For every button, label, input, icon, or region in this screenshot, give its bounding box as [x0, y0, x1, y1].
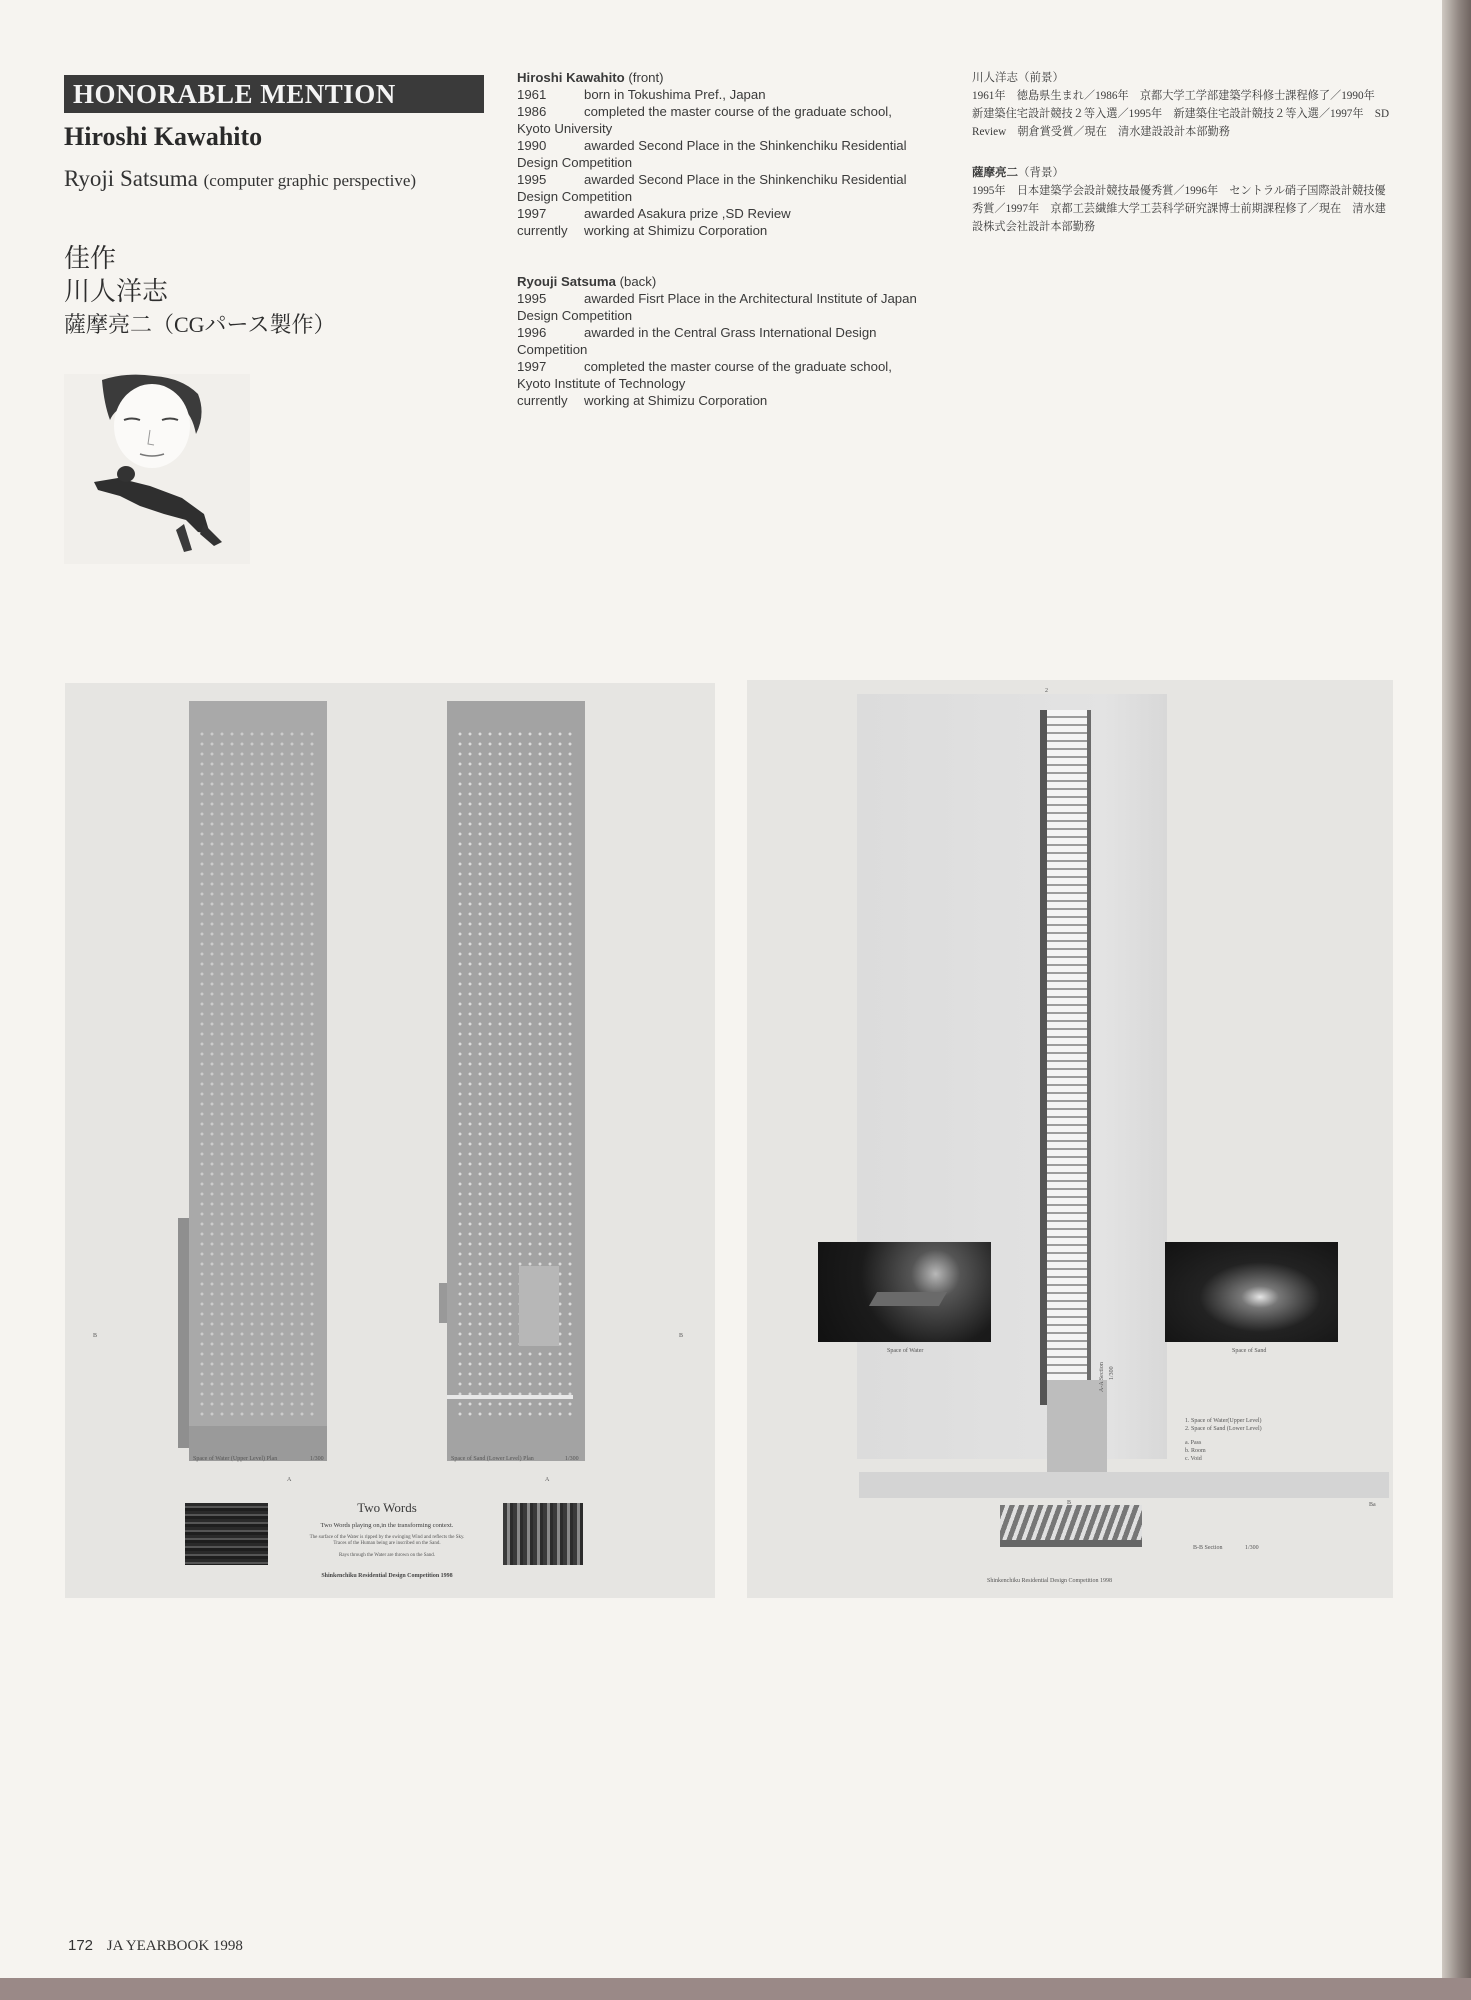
architect-name: Hiroshi Kawahito [64, 122, 263, 151]
sand-plan-line [447, 1395, 573, 1399]
jp-bio-kawahito-text: 1961年 徳島県生まれ／1986年 京都大学工学部建築学科修士課程修了／1990年 新建築住宅設計競技２等入選／1995年 新建築住宅設計競技２等入選／1997年 SD Review 朝倉賞受賞／現在 清水建設設計本部勤務 [972, 90, 1390, 138]
sand-space-render [1165, 1242, 1338, 1342]
a-a-section-wall [1040, 710, 1047, 1405]
competition-name: Shinkenchiku Residential Design Competition 1998 [987, 1578, 1112, 1584]
bio-year: 1990 [517, 138, 547, 153]
bio-year: 1961 [517, 87, 547, 102]
sections-panel [747, 680, 1393, 1598]
bio-text: awarded Second Place in the Shinkenchiku Residential Design Competition [517, 138, 907, 170]
project-text-line: Traces of the Human being are inscribed on the Sand. [333, 1541, 441, 1546]
jp-award: 佳作 [64, 244, 117, 273]
legend-item: b. Room [1185, 1448, 1206, 1454]
project-title: Two Words [357, 1500, 417, 1515]
sand-surface-photo [503, 1503, 583, 1565]
collaborator-role: (computer graphic perspective) [203, 171, 417, 190]
section-marker-ba: Ba [1369, 1502, 1376, 1508]
bio-kawahito-heading [517, 69, 922, 86]
project-description [272, 1500, 502, 1579]
b-b-section-scale: 1/300 [1245, 1545, 1259, 1551]
bio-entry [517, 392, 922, 409]
bio-year: 1996 [517, 325, 547, 340]
bio-entry [517, 222, 922, 239]
section-marker-b: B [679, 1333, 684, 1339]
jp-bio-satsuma-heading [972, 164, 1392, 182]
jp-name-satsuma: 薩摩亮二（CGパース製作） [64, 312, 336, 337]
sand-space-caption: Space of Sand [1232, 1348, 1267, 1354]
water-plan-grid [197, 729, 317, 1419]
portrait-photo [64, 374, 250, 564]
a-a-section-scale: 1/300 [1109, 1366, 1115, 1380]
bio-entry [517, 86, 922, 103]
a-a-section-wall [1087, 710, 1091, 1405]
water-space-render [818, 1242, 991, 1342]
bio-year: 1995 [517, 291, 547, 306]
section-marker-2: 2 [1045, 688, 1048, 694]
jp-bio-satsuma-text: 1995年 日本建築学会設計競技最優秀賞／1996年 セントラル硝子国際設計競技優秀賞／1997年 京都工芸繊維大学工芸科学研究課博士前期課程修了／現在 清水建設株式会社設計本部勤務 [972, 185, 1386, 233]
plans-panel [65, 683, 715, 1598]
a-a-section-base [1047, 1380, 1107, 1480]
sand-plan-edge [439, 1283, 447, 1323]
water-plan-scale: 1/300 [310, 1456, 324, 1462]
water-space-caption: Space of Water [887, 1348, 924, 1354]
water-plan-drawing [189, 701, 327, 1461]
page-curl-shadow [1442, 0, 1471, 1978]
bio-text: completed the master course of the graduate school, Kyoto University [517, 104, 892, 136]
sand-plan-void [519, 1266, 559, 1346]
project-text-line: Rays through the Water are thrown on the Sand. [338, 1553, 435, 1558]
bio-satsuma-heading [517, 273, 922, 290]
competition-name: Shinkenchiku Residential Design Competition 1998 [321, 1573, 453, 1579]
section-backdrop [857, 694, 1167, 1459]
award-banner: HONORABLE MENTION [64, 75, 484, 113]
bio-text: awarded in the Central Grass International Design Competition [517, 325, 877, 357]
water-plan-edge [178, 1218, 189, 1448]
bio-text: awarded Asakura prize ,SD Review [584, 206, 791, 221]
page-footer [68, 1937, 243, 1955]
b-b-section-ground [859, 1472, 1389, 1498]
bio-text: born in Tokushima Pref., Japan [584, 87, 766, 102]
section-marker-a: A [287, 1477, 292, 1483]
publication-name: JA YEARBOOK 1998 [106, 1938, 243, 1954]
sand-plan-drawing [447, 701, 585, 1461]
bio-kawahito-role: (front) [628, 70, 664, 85]
bio-year: 1997 [517, 359, 547, 374]
section-marker-b: B [1067, 1500, 1072, 1506]
bio-text: working at Shimizu Corporation [584, 393, 768, 408]
bio-year: currently [517, 393, 568, 408]
collaborator-name [64, 166, 416, 192]
jp-bio-kawahito-heading: 川人洋志（前景） [972, 72, 1064, 84]
legend-item: 1. Space of Water(Upper Level) [1185, 1418, 1262, 1424]
legend-item: a. Pass [1185, 1440, 1202, 1446]
project-subtitle: Two Words playing on,in the transforming context. [320, 1522, 454, 1529]
legend-item: 2. Space of Sand (Lower Level) [1185, 1426, 1262, 1432]
sand-plan-scale: 1/300 [565, 1456, 579, 1462]
jp-bio-satsuma-role: （背景） [1018, 167, 1064, 179]
bio-year: 1997 [517, 206, 547, 221]
legend-item: c. Void [1185, 1456, 1202, 1462]
section-marker-a: A [545, 1477, 550, 1483]
bio-entry [517, 205, 922, 222]
b-b-section-label: B-B Section [1193, 1545, 1223, 1551]
bio-kawahito [517, 69, 922, 239]
bio-entry [517, 290, 922, 324]
bio-satsuma-role: (back) [619, 274, 657, 289]
bio-year: 1986 [517, 104, 547, 119]
jp-bio-satsuma-name: 薩摩亮二 [972, 167, 1018, 179]
a-a-section-label: A-A Section [1099, 1362, 1105, 1392]
bio-entry [517, 358, 922, 392]
bio-year: currently [517, 223, 568, 238]
bio-text: awarded Fisrt Place in the Architectural Institute of Japan Design Competition [517, 291, 917, 323]
b-b-section-floor [1000, 1540, 1142, 1547]
collaborator-name-text: Ryoji Satsuma [64, 166, 198, 191]
section-marker-b: B [93, 1333, 98, 1339]
a-a-section-drawing [1047, 710, 1087, 1405]
sand-plan-label: Space of Sand (Lower Level) Plan [451, 1456, 534, 1462]
bio-entry [517, 137, 922, 171]
jp-bio-satsuma [972, 164, 1392, 236]
water-space-slab [869, 1292, 947, 1306]
project-text-line: The surface of the Water is ripped by the swinging Wind and reflects the Sky. [309, 1535, 465, 1540]
jp-bio-kawahito [972, 69, 1392, 141]
page-number: 172 [68, 1937, 94, 1954]
jp-name-kawahito: 川人洋志 [64, 277, 169, 306]
water-surface-photo [185, 1503, 268, 1565]
bio-entry [517, 324, 922, 358]
portrait-image [64, 374, 250, 564]
bio-entry [517, 171, 922, 205]
bio-entry [517, 103, 922, 137]
bio-text: awarded Second Place in the Shinkenchiku Residential Design Competition [517, 172, 907, 204]
bio-kawahito-name: Hiroshi Kawahito [517, 70, 625, 85]
project-text [272, 1535, 502, 1559]
bio-satsuma-name: Ryouji Satsuma [517, 274, 616, 289]
bio-text: working at Shimizu Corporation [584, 223, 768, 238]
scan-edge [0, 1978, 1471, 2000]
bio-year: 1995 [517, 172, 547, 187]
water-plan-label: Space of Water (Upper Level) Plan [193, 1456, 278, 1462]
bio-text: completed the master course of the graduate school, Kyoto Institute of Technology [517, 359, 892, 391]
bio-satsuma [517, 273, 922, 409]
